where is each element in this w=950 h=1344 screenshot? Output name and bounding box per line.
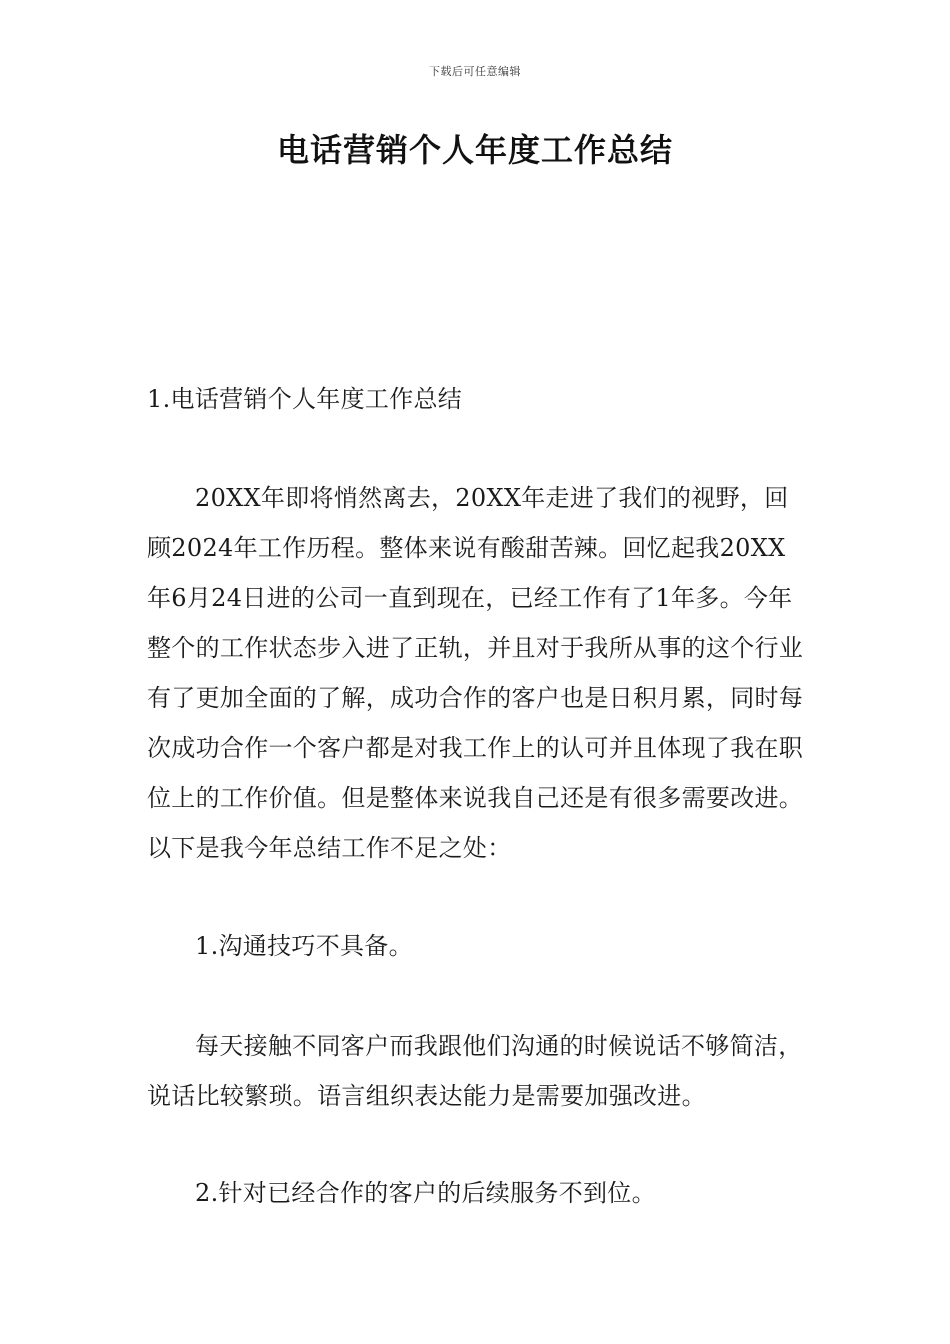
- header-note: 下载后可任意编辑: [429, 65, 521, 78]
- body-paragraph-1: 20XX年即将悄然离去，20XX年走进了我们的视野，回顾2024年工作历程。整体来说有酸甜苦辣。回忆起我20XX年6月24日进的公司一直到现在，已经工作有了1年多。今年整个的工作状态步入进了正轨，并且对于我所从事的这个行业有了更加全面的了解，成功合作的客户也是日积月累，同时每次成功合作一个客户都是对我工作上的认可并且体现了我在职位上的工作价值。但是整体来说我自己还是有很多需要改进。以下是我今年总结工作不足之处：: [147, 484, 804, 862]
- list-item-2: 2.针对已经合作的客户的后续服务不到位。: [195, 1179, 656, 1207]
- list-item-1: 1.沟通技巧不具备。: [195, 932, 413, 960]
- section-heading: 1.电话营销个人年度工作总结: [147, 385, 463, 413]
- document-title: 电话营销个人年度工作总结: [276, 131, 673, 169]
- body-paragraph-2: 每天接触不同客户而我跟他们沟通的时候说话不够简洁，说话比较繁琐。语言组织表达能力是需要加强改进。: [147, 1032, 803, 1110]
